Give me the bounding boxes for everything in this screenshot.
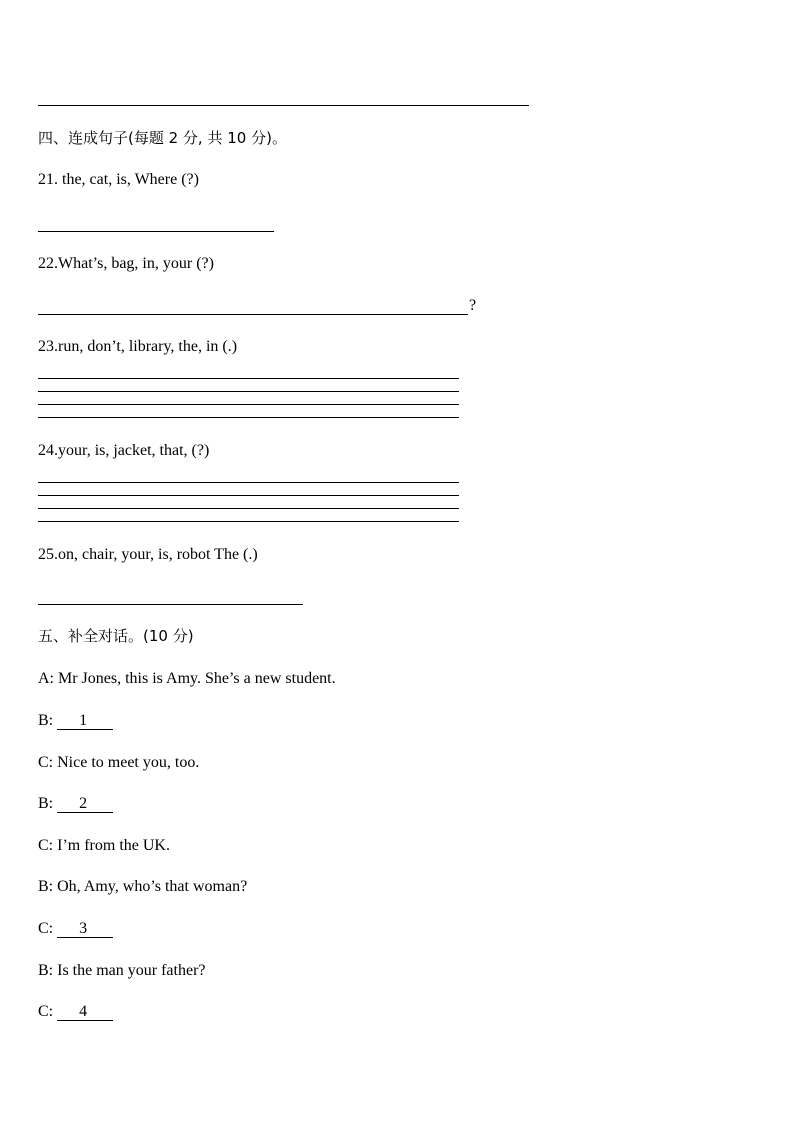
dialogue-line-9 [38, 1002, 113, 1022]
speaker-label: C: [38, 754, 54, 771]
dialogue-line-3 [38, 753, 199, 773]
section5-heading: 五、补全对话。(10 分) [38, 627, 194, 645]
question-22: 22.What’s, bag, in, your (?) [38, 255, 214, 272]
answer-line-23b [38, 391, 459, 392]
answer-blank-4[interactable] [57, 1003, 113, 1021]
answer-line-24b [38, 495, 459, 496]
dialogue-text: Mr Jones, this is Amy. She’s a new student. [58, 670, 336, 687]
dialogue-text: Nice to meet you, too. [57, 754, 200, 771]
answer-line-24a [38, 482, 459, 483]
speaker-label: B: [38, 795, 54, 812]
dialogue-line-8 [38, 961, 206, 981]
answer-line-24c [38, 508, 459, 509]
question-23: 23.run, don’t, library, the, in (.) [38, 338, 238, 355]
blank-number: 4 [79, 1003, 88, 1020]
answer-blank-1[interactable] [57, 712, 113, 730]
speaker-label: B: [38, 962, 54, 979]
dialogue-line-5 [38, 836, 170, 856]
speaker-label: C: [38, 1003, 54, 1020]
dialogue-line-6 [38, 877, 247, 897]
section4-heading: 四、连成句子(每题 2 分, 共 10 分)。 [38, 129, 287, 147]
question-24: 24.your, is, jacket, that, (?) [38, 442, 210, 459]
answer-line-23a [38, 378, 459, 379]
dialogue-line-1 [38, 669, 336, 689]
answer-blank-2[interactable] [57, 795, 113, 813]
dialogue-line-4 [38, 794, 113, 814]
blank-number: 2 [79, 795, 88, 812]
dialogue-text: I’m from the UK. [57, 837, 170, 854]
answer-line-25 [38, 604, 303, 605]
question-21: 21. the, cat, is, Where (?) [38, 171, 199, 188]
answer-line-22 [38, 314, 468, 315]
answer-line-24d [38, 521, 459, 522]
dialogue-text: Is the man your father? [57, 962, 206, 979]
question-22-suffix: ? [469, 297, 477, 314]
answer-line-23d [38, 417, 459, 418]
dialogue-line-2 [38, 711, 113, 731]
answer-line-23c [38, 404, 459, 405]
speaker-label: C: [38, 837, 54, 854]
answer-line-21 [38, 231, 274, 232]
blank-number: 3 [79, 920, 88, 937]
speaker-label: B: [38, 712, 54, 729]
speaker-label: C: [38, 920, 54, 937]
dialogue-line-7 [38, 919, 113, 939]
blank-number: 1 [79, 712, 88, 729]
answer-line-top [38, 105, 529, 106]
speaker-label: A: [38, 670, 54, 687]
answer-blank-3[interactable] [57, 920, 113, 938]
speaker-label: B: [38, 878, 54, 895]
question-25: 25.on, chair, your, is, robot The (.) [38, 546, 258, 563]
dialogue-text: Oh, Amy, who’s that woman? [57, 878, 248, 895]
